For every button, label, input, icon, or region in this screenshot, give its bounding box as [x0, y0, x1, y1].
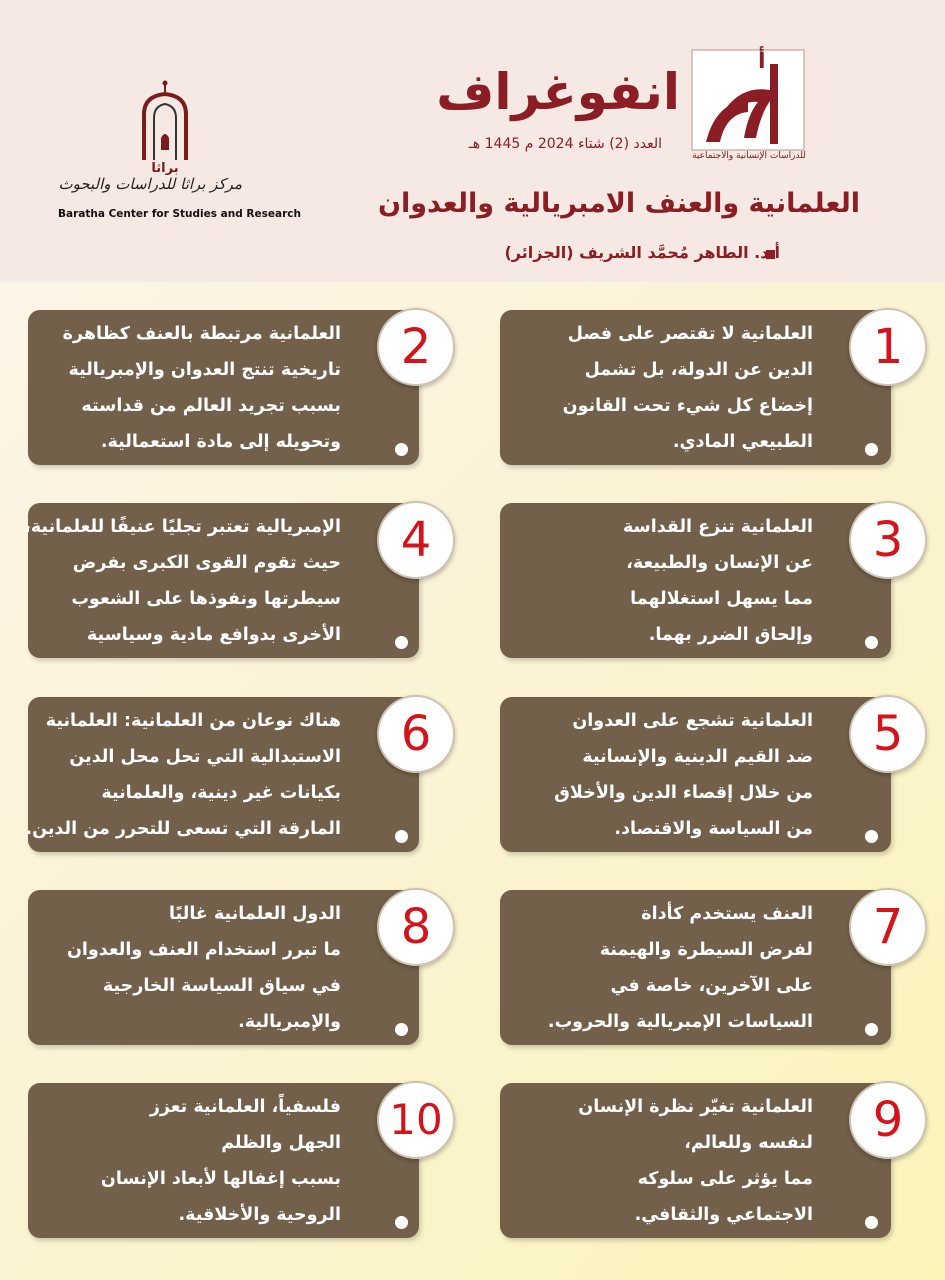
card-line: فلسفياً، العلمانية تعزز — [149, 1097, 341, 1117]
card-line: لفرض السيطرة والهيمنة — [599, 940, 813, 960]
bullet-dot-icon — [395, 1023, 408, 1036]
card-number-badge: 4 — [377, 501, 455, 579]
bullet-dot-icon — [395, 830, 408, 843]
card-line: الأخرى بدوافع مادية وسياسية — [86, 625, 341, 645]
card-line: بسبب إغفالها لأبعاد الإنسان — [100, 1169, 341, 1189]
card-line: المارقة التي تسعى للتحرر من الدين. — [25, 819, 341, 839]
card-number-badge: 10 — [377, 1081, 455, 1159]
article-title: العلمانية والعنف الامبريالية والعدوان — [377, 188, 860, 219]
info-card-9 — [500, 1083, 904, 1238]
card-number-badge: 9 — [849, 1081, 927, 1159]
card-number-badge: 8 — [377, 888, 455, 966]
header-banner — [0, 0, 945, 282]
info-card-1 — [500, 310, 904, 465]
info-card-2 — [28, 310, 432, 465]
card-line: الدول العلمانية غالبًا — [169, 904, 341, 924]
magazine-logo-letter: أ — [758, 49, 766, 74]
bullet-dot-icon — [395, 636, 408, 649]
card-line: العلمانية تغيّر نظرة الإنسان — [578, 1097, 813, 1117]
card-line: العلمانية تشجع على العدوان — [572, 711, 813, 731]
card-line: بكيانات غير دينية، والعلمانية — [101, 783, 341, 803]
card-text — [513, 316, 813, 460]
card-line: حيث تقوم القوى الكبرى بفرض — [72, 553, 341, 573]
card-line: من السياسة والاقتصاد. — [614, 819, 813, 839]
info-card-5 — [500, 697, 904, 852]
card-text — [513, 509, 813, 653]
card-line: الاستبدالية التي تحل محل الدين — [69, 747, 341, 767]
card-line: مما يؤثر على سلوكه — [637, 1169, 813, 1189]
card-text — [513, 703, 813, 847]
magazine-title: انفوغراف — [436, 63, 680, 121]
bullet-dot-icon — [395, 1216, 408, 1229]
bullet-dot-icon — [865, 830, 878, 843]
card-line: الطبيعي المادي. — [672, 432, 813, 452]
issue-info: العدد (2) شتاء 2024 م 1445 هـ — [468, 136, 662, 152]
card-line: وإلحاق الضرر بهما. — [648, 625, 813, 645]
bullet-dot-icon — [865, 1216, 878, 1229]
card-line: عن الإنسان والطبيعة، — [626, 553, 813, 573]
magazine-logo-subtitle: للدراسات الإنسانية والاجتماعية — [692, 151, 806, 161]
card-line: وتحويله إلى مادة استعمالية. — [100, 432, 341, 452]
bullet-dot-icon — [865, 636, 878, 649]
card-line: سيطرتها ونفوذها على الشعوب — [71, 589, 341, 609]
card-line: العلمانية مرتبطة بالعنف كظاهرة — [62, 324, 341, 344]
card-text — [41, 1089, 341, 1233]
info-card-6 — [25, 697, 432, 852]
info-card-4 — [24, 503, 432, 658]
card-text — [513, 896, 813, 1040]
card-line: في سياق السياسة الخارجية — [102, 976, 341, 996]
card-number-badge: 3 — [849, 501, 927, 579]
card-line: مما يسهل استغلالهما — [630, 589, 813, 609]
card-text — [41, 316, 341, 460]
card-number-badge: 7 — [849, 888, 927, 966]
card-line: تاريخية تنتج العدوان والإمبريالية — [68, 360, 341, 380]
card-line: والإمبريالية. — [238, 1012, 341, 1032]
card-line: الإمبريالية تعتبر تجليًا عنيفًا للعلمانية، — [24, 517, 341, 537]
info-card-8 — [28, 890, 432, 1045]
bullet-dot-icon — [865, 443, 878, 456]
card-line: الدين عن الدولة، بل تشمل — [584, 360, 813, 380]
info-card-3 — [500, 503, 904, 658]
card-line: الروحية والأخلاقية. — [178, 1205, 341, 1225]
card-line: لنفسه وللعالم، — [684, 1133, 813, 1153]
card-line: بسبب تجريد العالم من قداسته — [81, 396, 341, 416]
card-line: إخضاع كل شيء تحت القانون — [562, 396, 813, 416]
baratha-logo-text: براثا — [151, 161, 179, 175]
card-line: على الآخرين، خاصة في — [610, 976, 813, 996]
info-card-10 — [28, 1083, 443, 1238]
bullet-dot-icon — [395, 443, 408, 456]
card-line: العنف يستخدم كأداة — [641, 904, 813, 924]
card-line: السياسات الإمبريالية والحروب. — [547, 1012, 813, 1032]
magazine-logo — [686, 42, 810, 166]
card-text — [24, 509, 341, 653]
card-text — [513, 1089, 813, 1233]
author-name: أ.د. الطاهر مُحمَّد الشريف (الجزائر) — [504, 243, 780, 262]
card-line: هناك نوعان من العلمانية: العلمانية — [45, 711, 341, 731]
card-text — [41, 896, 341, 1040]
card-line: ضد القيم الدينية والإنسانية — [582, 747, 813, 767]
bullet-dot-icon — [865, 1023, 878, 1036]
card-number-badge: 2 — [377, 308, 455, 386]
card-number-badge: 5 — [849, 695, 927, 773]
center-name-english: Baratha Center for Studies and Research — [58, 208, 301, 220]
card-line: الجهل والظلم — [221, 1133, 341, 1153]
card-text — [25, 703, 341, 847]
card-number-badge: 1 — [849, 308, 927, 386]
card-line: الاجتماعي والثقافي. — [634, 1205, 813, 1225]
card-line: العلمانية لا تقتصر على فصل — [567, 324, 813, 344]
card-line: ما تبرر استخدام العنف والعدوان — [66, 940, 341, 960]
center-name-arabic: مركز براثا للدراسات والبحوث — [58, 175, 242, 193]
card-number-badge: 6 — [377, 695, 455, 773]
card-line: من خلال إقصاء الدين والأخلاق — [554, 783, 813, 803]
baratha-mosque-logo — [130, 80, 200, 175]
info-card-7 — [500, 890, 904, 1045]
card-line: العلمانية تنزع القداسة — [622, 517, 813, 537]
